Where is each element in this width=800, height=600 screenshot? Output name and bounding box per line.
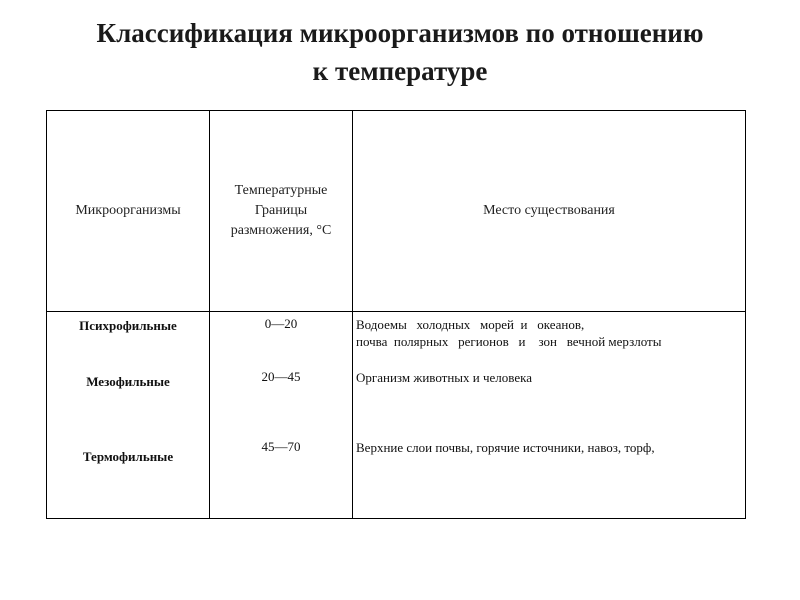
header-habitat-label: Место существования bbox=[483, 203, 615, 218]
row-psychrophiles-range: 0—20 bbox=[264, 316, 298, 331]
header-range-line-1: Температурные bbox=[234, 183, 328, 198]
header-range-line-2: Границы bbox=[254, 203, 308, 218]
row-psychrophiles-habitat-line-2: почва полярных регионов и зон вечной мерзлоты bbox=[356, 334, 662, 349]
header-organisms-label: Микроорганизмы bbox=[75, 203, 181, 218]
row-thermophiles-range: 45—70 bbox=[261, 439, 301, 454]
header-organisms bbox=[47, 111, 209, 311]
row-psychrophiles-habitat-line-1: Водоемы холодных морей и океанов, bbox=[356, 317, 585, 332]
slide-title bbox=[0, 14, 800, 90]
classification-table bbox=[46, 110, 746, 519]
row-psychrophiles-name: Психрофильные bbox=[79, 318, 177, 333]
row-mesophiles-habitat-line-1: Организм животных и человека bbox=[356, 370, 532, 385]
title-line-1: Классификация микроорганизмов по отношению bbox=[96, 18, 704, 48]
header-divider bbox=[47, 311, 745, 312]
row-thermophiles-name: Термофильные bbox=[82, 449, 174, 464]
header-habitat bbox=[353, 111, 745, 311]
row-mesophiles-range: 20—45 bbox=[261, 369, 301, 384]
row-thermophiles-habitat-line-1: Верхние слои почвы, горячие источники, навоз, торф, bbox=[356, 440, 655, 455]
header-range bbox=[210, 111, 352, 311]
row-mesophiles-name: Мезофильные bbox=[86, 374, 170, 389]
title-line-2: к температуре bbox=[312, 56, 488, 86]
header-range-line-3: размножения, °С bbox=[230, 223, 332, 238]
